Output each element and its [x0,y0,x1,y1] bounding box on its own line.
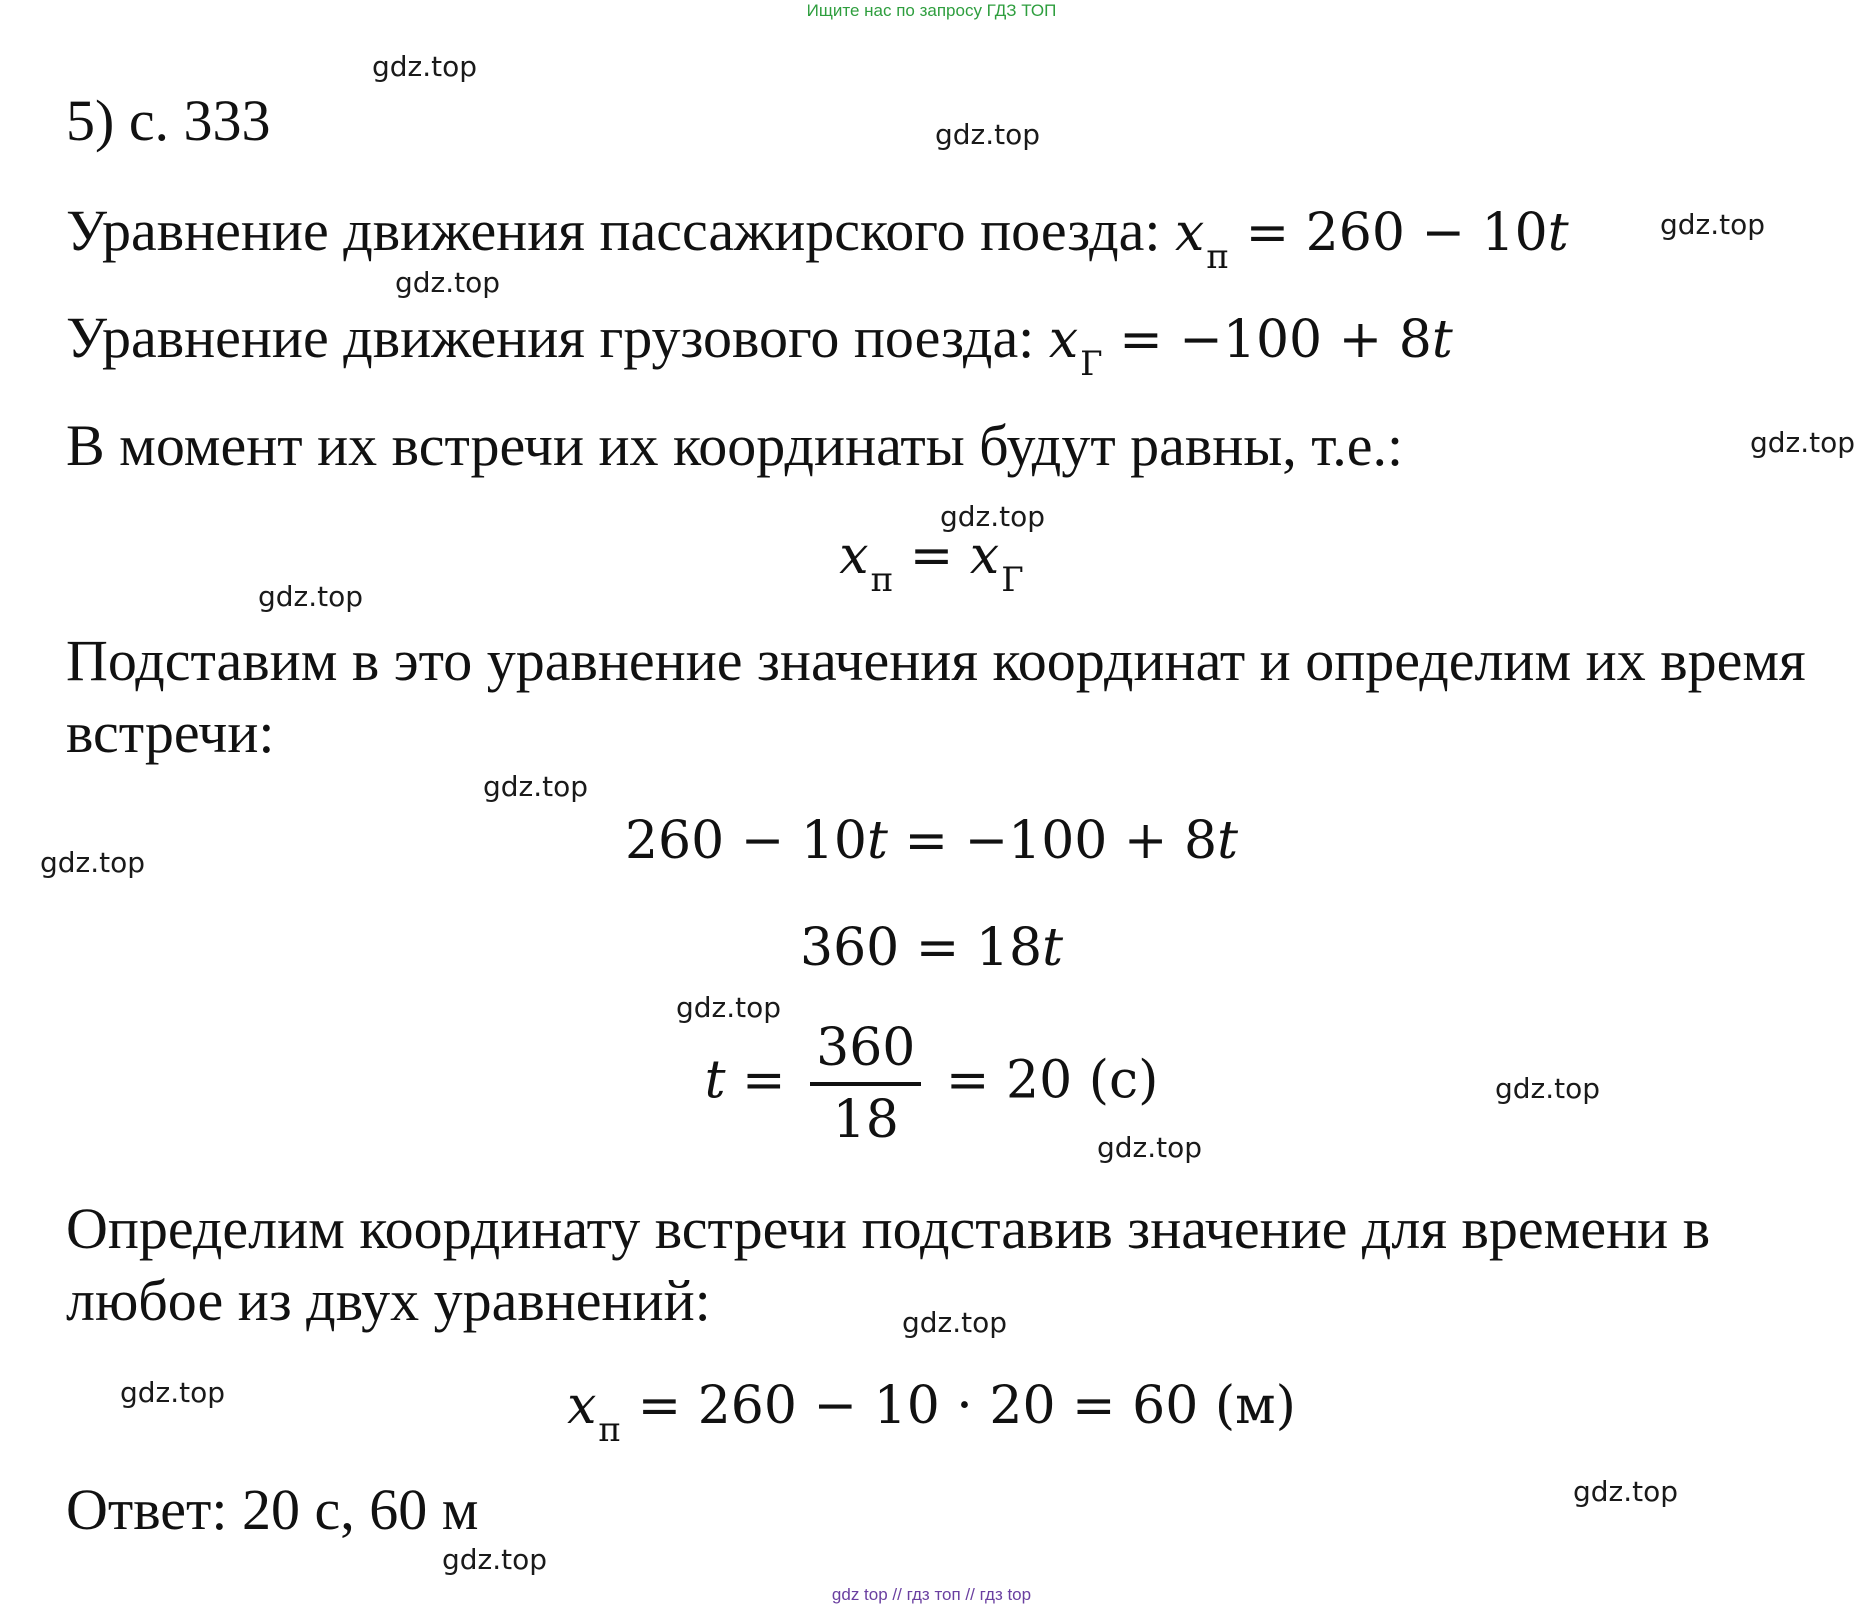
watermark: gdz.top [1573,1475,1679,1508]
watermark: gdz.top [40,846,146,879]
watermark: gdz.top [372,50,478,83]
coordinate-text-line-2: любое из двух уравнений: [66,1268,711,1333]
equation-3: t = $\frac{360}{18}$ = 20 (с) [704,1018,1159,1150]
equation-2: 360 = 18t [800,918,1063,978]
watermark: gdz.top [1495,1072,1601,1105]
watermark: gdz.top [940,500,1046,533]
watermark: gdz.top [395,266,501,299]
watermark: gdz.top [1750,426,1856,459]
watermark: gdz.top [676,991,782,1024]
freight-equation-formula: $x_Г = -100 + 8t$ [1048,310,1453,384]
coordinates-equal-formula: $x_п = x_Г$ [839,526,1024,600]
watermark: gdz.top [442,1543,548,1576]
passenger-equation-line [66,196,1569,277]
watermark: gdz.top [1660,208,1766,241]
watermark: gdz.top [120,1376,226,1409]
meeting-condition-text: В момент их встречи их координаты будут равны, т.е.: [66,413,1404,478]
substitute-text-line-1: Подставим в это уравнение значения координат и определим их время [66,628,1806,693]
passenger-equation-formula: $x_п = 260 - 10t$ [1175,203,1569,277]
answer: Ответ: 20 с, 60 м [66,1477,479,1542]
fraction: $\frac{360}{18}$ [810,1018,921,1150]
watermark: gdz.top [483,770,589,803]
bottom-banner: gdz top // гдз топ // гдз top [831,1585,1032,1604]
freight-equation-line [66,303,1453,384]
equation-4: $x_п = 260 - 10 \cdot 20 = 60$ (м) [567,1376,1296,1450]
problem-heading: 5) с. 333 [66,88,271,153]
passenger-equation-text: Уравнение движения пассажирского поезда: [66,198,1161,263]
watermark: gdz.top [258,580,364,613]
substitute-text-line-2: встречи: [66,700,275,765]
coordinate-text-line-1: Определим координату встречи подставив значение для времени в [66,1196,1711,1261]
freight-equation-text: Уравнение движения грузового поезда: [66,305,1035,370]
watermark: gdz.top [1097,1131,1203,1164]
equation-1: 260 − 10t = −100 + 8t [624,811,1239,871]
watermark: gdz.top [935,118,1041,151]
top-banner: Ищите нас по запросу ГДЗ ТОП [806,1,1057,20]
watermark: gdz.top [902,1306,1008,1339]
